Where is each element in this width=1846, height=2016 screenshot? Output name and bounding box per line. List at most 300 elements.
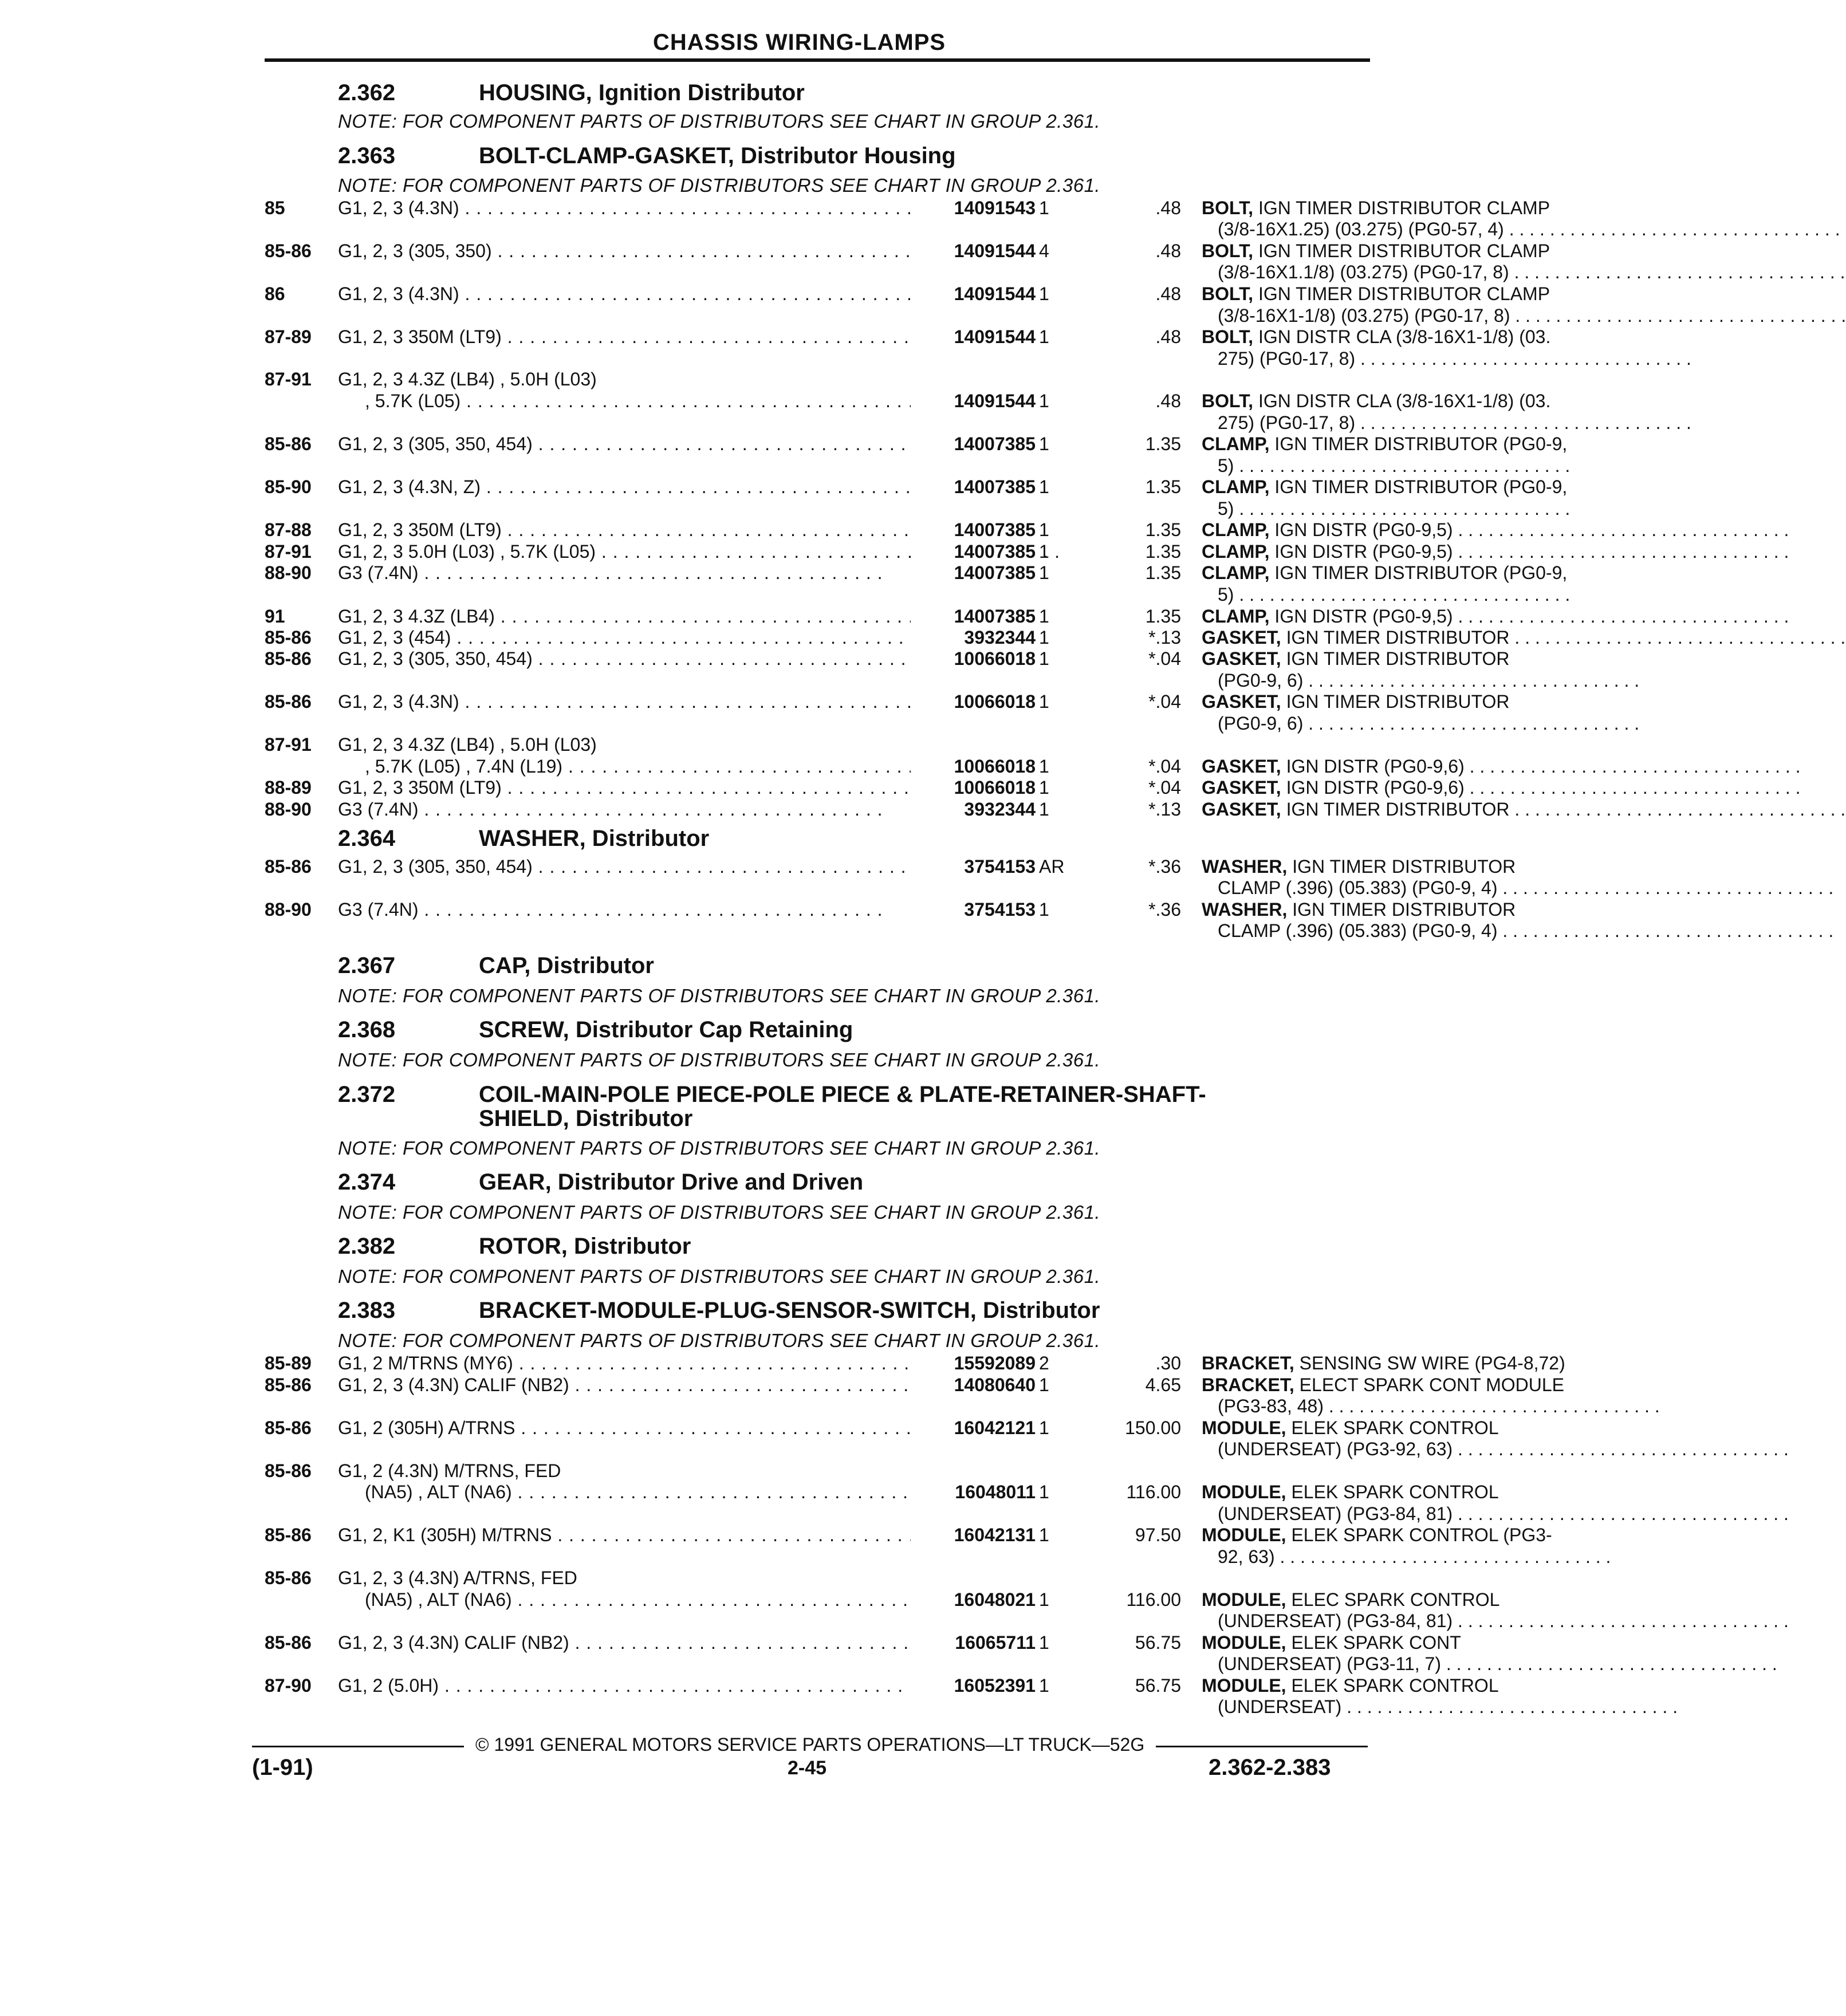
- model-years: 87-89: [265, 326, 312, 347]
- parts-row-continuation: [265, 262, 1509, 284]
- part-number: 14007385: [911, 541, 1036, 562]
- part-modifier: IGN TIMER DISTRIBUTOR: [1281, 648, 1510, 669]
- part-description: [1202, 541, 1620, 562]
- section-note: NOTE: FOR COMPONENT PARTS OF DISTRIBUTORS SEE CHART IN GROUP 2.361.: [338, 175, 1101, 196]
- model-years: 88-90: [265, 799, 312, 820]
- section-note: NOTE: FOR COMPONENT PARTS OF DISTRIBUTORS SEE CHART IN GROUP 2.361.: [338, 1202, 1101, 1223]
- part-description: [1202, 434, 1620, 455]
- part-number: 14091544: [911, 284, 1036, 305]
- part-number: 14091543: [911, 198, 1036, 219]
- part-description-continued: (3/8-16X1.1/8) (03.275) (PG0-17, 8) . . .: [1218, 262, 1620, 283]
- parts-row-continuation: [265, 1439, 1453, 1460]
- application: G1, 2, 3 (4.3N) CALIF (NB2) . . .: [338, 1375, 911, 1396]
- price: 1.35: [1145, 434, 1181, 454]
- parts-row-continuation: [265, 1696, 1370, 1718]
- part-description: [1202, 241, 1620, 262]
- model-years: 87-90: [265, 1675, 312, 1696]
- section-note: NOTE: FOR COMPONENT PARTS OF DISTRIBUTORS SEE CHART IN GROUP 2.361.: [338, 985, 1101, 1006]
- section-title-rest: Distributor: [569, 1106, 693, 1131]
- section-heading-2-374: [338, 1170, 863, 1195]
- application: G1, 2, 3 (305, 350) . . .: [338, 241, 911, 262]
- part-description: [1202, 391, 1620, 412]
- parts-row-continuation: [265, 348, 1370, 370]
- price: 1.35: [1145, 519, 1181, 540]
- section-title-bold: COIL-MAIN-POLE PIECE-POLE PIECE & PLATE-RETAINER-SHAFT-SHIELD,: [479, 1082, 1206, 1131]
- part-description-continued: (UNDERSEAT) . . .: [1218, 1696, 1620, 1718]
- quantity: 1: [1039, 627, 1049, 648]
- part-number: 16065711: [911, 1632, 1036, 1653]
- part-description-continued: (3/8-16X1.25) (03.275) (PG0-57, 4) . . .: [1218, 219, 1620, 240]
- model-years: 85-86: [265, 1460, 312, 1481]
- section-title-rest: Distributor Cap Retaining: [569, 1017, 853, 1042]
- section-note: NOTE: FOR COMPONENT PARTS OF DISTRIBUTORS SEE CHART IN GROUP 2.361.: [338, 1330, 1101, 1351]
- model-years: 87-91: [265, 541, 312, 562]
- footer-page-number: 2-45: [788, 1757, 827, 1779]
- part-modifier: IGN TIMER DISTRIBUTOR (PG0-9,: [1269, 434, 1568, 454]
- part-number: 14091544: [911, 326, 1036, 348]
- part-description-continued: 275) (PG0-17, 8) . . .: [1218, 348, 1620, 369]
- parts-row-continuation: [265, 219, 1504, 241]
- part-description-continued: CLAMP (.396) (05.383) (PG0-9, 4) . . .: [1218, 877, 1620, 899]
- price: *.04: [1148, 777, 1181, 798]
- part-noun: MODULE,: [1202, 1632, 1286, 1653]
- model-years: 86: [265, 284, 285, 304]
- model-years: 85-90: [265, 477, 312, 497]
- model-years: 85-89: [265, 1353, 312, 1373]
- part-noun: GASKET,: [1202, 691, 1281, 712]
- part-modifier: ELEC SPARK CONTROL: [1286, 1589, 1500, 1610]
- section-heading-2-367: [338, 953, 654, 979]
- part-number: 10066018: [911, 777, 1036, 798]
- part-description: [1202, 1375, 1620, 1396]
- footer-copyright: © 1991 GENERAL MOTORS SERVICE PARTS OPERATIONS—LT TRUCK—52G: [475, 1734, 1145, 1755]
- parts-row: [265, 326, 1551, 348]
- section-number: 2.383: [338, 1298, 396, 1323]
- part-number: 10066018: [911, 691, 1036, 712]
- parts-row-continuation: [265, 1503, 1453, 1525]
- part-description-continued: (UNDERSEAT) (PG3-11, 7) . . .: [1218, 1653, 1620, 1675]
- model-years: 85-86: [265, 648, 312, 669]
- part-noun: MODULE,: [1202, 1482, 1286, 1502]
- parts-row: [265, 434, 1568, 455]
- price: .48: [1155, 284, 1181, 304]
- part-number: 14007385: [911, 519, 1036, 541]
- quantity: 1: [1039, 1418, 1049, 1438]
- part-description: [1202, 562, 1620, 584]
- part-description-continued: 5) . . .: [1218, 584, 1620, 605]
- part-noun: CLAMP,: [1202, 519, 1270, 540]
- model-years: 88-90: [265, 562, 312, 583]
- part-modifier: IGN DISTR (PG0-9,6): [1281, 756, 1465, 777]
- quantity: 1: [1039, 434, 1049, 454]
- quantity: 1: [1039, 777, 1049, 798]
- section-number: 2.382: [338, 1234, 396, 1259]
- parts-row-continuation: [265, 1396, 1370, 1418]
- parts-row-continuation: [265, 305, 1510, 327]
- part-number: 3932344: [911, 627, 1036, 648]
- part-number: 16048011: [911, 1482, 1036, 1503]
- model-years: 88-89: [265, 777, 312, 798]
- part-modifier: IGN DISTR (PG0-9,6): [1281, 777, 1465, 798]
- quantity: 1: [1039, 519, 1049, 540]
- price: *.36: [1148, 856, 1181, 877]
- part-number: 10066018: [911, 756, 1036, 777]
- application: G1, 2 (5.0H) . . .: [338, 1675, 911, 1696]
- price: 1.35: [1145, 477, 1181, 497]
- part-noun: CLAMP,: [1202, 562, 1270, 583]
- model-years: 85-86: [265, 1525, 312, 1545]
- part-description: [1202, 1675, 1620, 1696]
- part-number: 14007385: [911, 562, 1036, 584]
- part-noun: MODULE,: [1202, 1525, 1286, 1545]
- part-description: [1202, 477, 1620, 498]
- application: G1, 2, 3 (4.3N) . . .: [338, 284, 911, 305]
- parts-row: [265, 477, 1568, 498]
- parts-row: [265, 1568, 1370, 1589]
- parts-row-continuation: [265, 455, 1370, 477]
- part-description: [1202, 198, 1620, 219]
- application: G3 (7.4N) . . .: [338, 899, 911, 920]
- quantity: 1: [1039, 541, 1049, 562]
- parts-row: [265, 777, 1465, 799]
- part-noun: BRACKET,: [1202, 1353, 1294, 1373]
- quantity: 1: [1039, 606, 1049, 627]
- part-modifier: ELEK SPARK CONTROL: [1286, 1675, 1499, 1696]
- price: *.04: [1148, 756, 1181, 777]
- parts-row: [265, 899, 1516, 921]
- parts-row: [265, 284, 1550, 305]
- parts-row: [265, 369, 1370, 391]
- price: .48: [1155, 326, 1181, 347]
- parts-row: [265, 1353, 1565, 1375]
- part-description-continued: 5) . . .: [1218, 455, 1620, 477]
- part-noun: GASKET,: [1202, 756, 1281, 777]
- part-description-continued: 275) (PG0-17, 8) . . .: [1218, 412, 1620, 434]
- part-description: [1202, 1353, 1620, 1374]
- model-years: 85-86: [265, 627, 312, 648]
- model-years: 85-86: [265, 241, 312, 261]
- part-modifier: IGN TIMER DISTRIBUTOR (PG0-9,: [1269, 477, 1568, 497]
- model-years: 85-86: [265, 691, 312, 712]
- model-years: 85-86: [265, 1568, 312, 1588]
- part-noun: BOLT,: [1202, 241, 1254, 261]
- application: G1, 2, 3 (4.3N) . . .: [338, 198, 911, 219]
- application: G1, 2 M/TRNS (MY6) . . .: [338, 1353, 911, 1374]
- part-modifier: IGN TIMER DISTRIBUTOR: [1287, 899, 1516, 920]
- application-continued: (NA5) , ALT (NA6) . . .: [365, 1482, 938, 1503]
- parts-row: [265, 648, 1510, 670]
- quantity: 1: [1039, 899, 1049, 920]
- section-title-rest: Distributor: [567, 1234, 691, 1259]
- part-number: 3932344: [911, 799, 1036, 820]
- application: G1, 2, 3 350M (LT9) . . .: [338, 326, 911, 348]
- application: G1, 2 (4.3N) M/TRNS, FED: [338, 1460, 561, 1481]
- parts-row: [265, 562, 1568, 584]
- part-modifier: IGN TIMER DISTRIBUTOR CLAMP: [1253, 198, 1550, 218]
- parts-row: [265, 519, 1453, 541]
- section-number: 2.372: [338, 1082, 396, 1107]
- price: *.13: [1148, 627, 1181, 648]
- quantity: 1: [1039, 1375, 1049, 1395]
- part-number: 16052391: [911, 1675, 1036, 1696]
- section-number: 2.367: [338, 953, 396, 978]
- parts-row-continuation: [265, 877, 1498, 899]
- parts-row-continuation: [265, 412, 1370, 434]
- section-title-bold: ROTOR,: [479, 1234, 568, 1259]
- application: G1, 2, 3 350M (LT9) . . .: [338, 519, 911, 541]
- parts-row: [265, 691, 1510, 713]
- section-heading-2-382: [338, 1234, 691, 1259]
- part-modifier: IGN DISTR CLA (3/8-16X1-1/8) (03.: [1253, 391, 1551, 411]
- parts-row: [265, 1482, 1499, 1503]
- price: *.36: [1148, 899, 1181, 920]
- price: .48: [1155, 391, 1181, 411]
- part-description: [1202, 1632, 1620, 1653]
- price: 116.00: [1126, 1589, 1181, 1610]
- parts-row-continuation: [265, 713, 1370, 735]
- parts-row: [265, 1632, 1461, 1654]
- part-noun: BRACKET,: [1202, 1375, 1294, 1395]
- section-title-bold: CAP,: [479, 953, 531, 978]
- section-heading-2-383: [338, 1298, 1100, 1324]
- application: G1, 2, 3 (4.3N) . . .: [338, 691, 911, 712]
- parts-row-continuation: [265, 1653, 1441, 1675]
- parts-row: [265, 541, 1453, 563]
- part-description-continued: (UNDERSEAT) (PG3-84, 81) . . .: [1218, 1611, 1620, 1632]
- part-number: 15592089: [911, 1353, 1036, 1374]
- part-modifier: SENSING SW WIRE (PG4-8,72): [1294, 1353, 1565, 1373]
- application: G1, 2, 3 (4.3N) A/TRNS, FED: [338, 1568, 577, 1588]
- parts-row: [265, 1460, 1370, 1482]
- part-number: 16042121: [911, 1418, 1036, 1439]
- part-description: [1202, 756, 1620, 777]
- section-title-rest: Distributor Drive and Driven: [551, 1170, 864, 1195]
- quantity: 1: [1039, 799, 1049, 820]
- model-years: 87-88: [265, 519, 312, 540]
- section-title-rest: Distributor: [976, 1298, 1100, 1323]
- footer-rule-right: [1156, 1746, 1368, 1747]
- part-modifier: IGN TIMER DISTRIBUTOR CLAMP: [1253, 284, 1550, 304]
- model-years: 85-86: [265, 1632, 312, 1653]
- section-title-bold: GEAR,: [479, 1170, 552, 1195]
- section-note: NOTE: FOR COMPONENT PARTS OF DISTRIBUTORS SEE CHART IN GROUP 2.361.: [338, 1049, 1101, 1070]
- part-description: [1202, 899, 1620, 920]
- quantity: 1: [1039, 1589, 1049, 1610]
- parts-row-continuation: [265, 498, 1370, 520]
- part-description: [1202, 1525, 1620, 1546]
- quantity: 1: [1039, 198, 1049, 218]
- parts-row: [265, 1418, 1499, 1439]
- section-heading-2-362: [338, 80, 805, 106]
- section-title-rest: Ignition Distributor: [592, 80, 805, 105]
- part-modifier: ELEK SPARK CONTROL (PG3-: [1286, 1525, 1552, 1545]
- parts-row: [265, 799, 1510, 821]
- price: 1.35: [1145, 562, 1181, 583]
- part-number: 10066018: [911, 648, 1036, 670]
- model-years: 85-86: [265, 856, 312, 877]
- part-description: [1202, 519, 1620, 541]
- part-noun: CLAMP,: [1202, 434, 1270, 454]
- section-heading-2-363: [338, 143, 956, 169]
- section-title-bold: WASHER,: [479, 826, 586, 851]
- part-modifier: IGN TIMER DISTRIBUTOR: [1281, 627, 1510, 648]
- section-number: 2.368: [338, 1017, 396, 1042]
- price: .48: [1155, 241, 1181, 261]
- part-modifier: IGN DISTR (PG0-9,5): [1269, 541, 1453, 562]
- section-number: 2.374: [338, 1170, 396, 1195]
- section-note: NOTE: FOR COMPONENT PARTS OF DISTRIBUTORS SEE CHART IN GROUP 2.361.: [338, 1266, 1101, 1287]
- application-continued: , 5.7K (L05) , 7.4N (L19) . . .: [365, 756, 938, 777]
- part-description: [1202, 1482, 1620, 1503]
- part-number: 3754153: [911, 899, 1036, 920]
- section-heading-2-364: [338, 826, 709, 852]
- part-noun: CLAMP,: [1202, 541, 1270, 562]
- part-noun: BOLT,: [1202, 391, 1254, 411]
- part-modifier: IGN DISTR CLA (3/8-16X1-1/8) (03.: [1253, 326, 1551, 347]
- part-noun: GASKET,: [1202, 627, 1281, 648]
- application: G3 (7.4N) . . .: [338, 562, 911, 584]
- model-years: 85-86: [265, 434, 312, 454]
- part-description-continued: (UNDERSEAT) (PG3-84, 81) . . .: [1218, 1503, 1620, 1525]
- parts-row: [265, 1525, 1552, 1546]
- parts-row: [265, 606, 1453, 628]
- quantity: 1: [1039, 1482, 1049, 1502]
- parts-row-continuation: [265, 584, 1370, 606]
- footer-rule-left: [252, 1746, 464, 1747]
- price: 1.35: [1145, 541, 1181, 562]
- part-description: [1202, 691, 1620, 712]
- parts-row: [265, 627, 1510, 649]
- part-noun: BOLT,: [1202, 198, 1254, 218]
- application: G3 (7.4N) . . .: [338, 799, 911, 820]
- section-title-bold: SCREW,: [479, 1017, 569, 1042]
- part-number: 14091544: [911, 241, 1036, 262]
- quantity: 1: [1039, 284, 1049, 304]
- part-description: [1202, 777, 1620, 798]
- price: *.04: [1148, 648, 1181, 669]
- part-number: 14080640: [911, 1375, 1036, 1396]
- part-modifier: IGN TIMER DISTRIBUTOR (PG0-9,: [1269, 562, 1568, 583]
- part-description: [1202, 326, 1620, 348]
- application: G1, 2, 3 (305, 350, 454) . . .: [338, 648, 911, 670]
- quantity: 2: [1039, 1353, 1049, 1373]
- part-description: [1202, 1418, 1620, 1439]
- section-note: NOTE: FOR COMPONENT PARTS OF DISTRIBUTORS SEE CHART IN GROUP 2.361.: [338, 111, 1101, 132]
- part-modifier: ELEK SPARK CONTROL: [1286, 1418, 1499, 1438]
- application: G1, 2, 3 4.3Z (LB4) , 5.0H (L03): [338, 734, 597, 755]
- price: .48: [1155, 198, 1181, 218]
- part-description: [1202, 284, 1620, 305]
- part-description: [1202, 1589, 1620, 1611]
- model-years: 87-91: [265, 369, 312, 389]
- application-continued: (NA5) , ALT (NA6) . . .: [365, 1589, 938, 1611]
- part-modifier: IGN TIMER DISTRIBUTOR: [1287, 856, 1516, 877]
- quantity: 1: [1039, 562, 1049, 583]
- part-number: 16048021: [911, 1589, 1036, 1611]
- section-title-bold: BOLT-CLAMP-GASKET,: [479, 143, 734, 168]
- part-modifier: IGN TIMER DISTRIBUTOR CLAMP: [1253, 241, 1550, 261]
- quantity: 4: [1039, 241, 1049, 261]
- part-description-continued: (PG0-9, 6) . . .: [1218, 713, 1620, 734]
- part-modifier: ELEK SPARK CONTROL: [1286, 1482, 1499, 1502]
- part-description-continued: 5) . . .: [1218, 498, 1620, 519]
- parts-row: [265, 756, 1465, 778]
- part-description-continued: (3/8-16X1-1/8) (03.275) (PG0-17, 8) . . .: [1218, 305, 1620, 326]
- part-description-continued: (PG0-9, 6) . . .: [1218, 670, 1620, 691]
- parts-row: [265, 1675, 1499, 1697]
- parts-row: [265, 391, 1551, 412]
- application-continued: , 5.7K (L05) . . .: [365, 391, 938, 412]
- part-number: 14091544: [911, 391, 1036, 412]
- part-noun: BOLT,: [1202, 284, 1254, 304]
- application: G1, 2, 3 (454) . . .: [338, 627, 911, 648]
- part-noun: WASHER,: [1202, 899, 1288, 920]
- part-noun: WASHER,: [1202, 856, 1288, 877]
- part-noun: GASKET,: [1202, 648, 1281, 669]
- footer-revision-date: (1-91): [252, 1755, 313, 1780]
- part-modifier: ELEK SPARK CONT: [1286, 1632, 1461, 1653]
- section-note: NOTE: FOR COMPONENT PARTS OF DISTRIBUTORS SEE CHART IN GROUP 2.361.: [338, 1137, 1101, 1159]
- section-title-rest: Distributor: [530, 953, 654, 978]
- part-noun: MODULE,: [1202, 1675, 1286, 1696]
- parts-row: [265, 856, 1516, 878]
- part-noun: CLAMP,: [1202, 606, 1270, 627]
- section-title-bold: HOUSING,: [479, 80, 592, 105]
- parts-row: [265, 241, 1550, 262]
- price: *.13: [1148, 799, 1181, 820]
- part-modifier: IGN TIMER DISTRIBUTOR: [1281, 691, 1510, 712]
- part-modifier: ELECT SPARK CONT MODULE: [1294, 1375, 1564, 1395]
- part-description: [1202, 856, 1620, 877]
- model-years: 85: [265, 198, 285, 218]
- parts-row-continuation: [265, 670, 1370, 692]
- quantity: 1: [1039, 477, 1049, 497]
- price: 4.65: [1145, 1375, 1181, 1395]
- quantity: 1: [1039, 1525, 1049, 1545]
- part-modifier: IGN DISTR (PG0-9,5): [1269, 606, 1453, 627]
- model-years: 91: [265, 606, 285, 627]
- part-number: 14007385: [911, 606, 1036, 627]
- quantity: 1: [1039, 1675, 1049, 1696]
- section-number: 2.362: [338, 80, 396, 105]
- price: 56.75: [1135, 1632, 1181, 1653]
- parts-row-continuation: [265, 1546, 1370, 1568]
- model-years: 87-91: [265, 734, 312, 755]
- application: G1, 2 (305H) A/TRNS . . .: [338, 1418, 911, 1439]
- application: G1, 2, 3 (4.3N, Z) . . .: [338, 477, 911, 498]
- part-description-continued: (UNDERSEAT) (PG3-92, 63) . . .: [1218, 1439, 1620, 1460]
- section-number: 2.363: [338, 143, 396, 168]
- application: G1, 2, 3 (4.3N) CALIF (NB2) . . .: [338, 1632, 911, 1653]
- parts-row: [265, 1375, 1564, 1396]
- part-noun: MODULE,: [1202, 1589, 1286, 1610]
- parts-row-continuation: [265, 920, 1498, 942]
- part-description-continued: 92, 63) . . .: [1218, 1546, 1620, 1568]
- footer-section-range: 2.362-2.383: [1209, 1755, 1331, 1780]
- price: 56.75: [1135, 1675, 1181, 1696]
- quantity: 1: [1039, 648, 1049, 669]
- parts-row-continuation: [265, 1611, 1453, 1632]
- application: G1, 2, 3 4.3Z (LB4) . . .: [338, 606, 911, 627]
- parts-row: [265, 734, 1370, 756]
- application: G1, 2, 3 350M (LT9) . . .: [338, 777, 911, 798]
- page-header-title: CHASSIS WIRING-LAMPS: [653, 30, 946, 55]
- parts-row: [265, 1589, 1500, 1611]
- price: *.04: [1148, 691, 1181, 712]
- part-noun: BOLT,: [1202, 326, 1254, 347]
- part-description: [1202, 606, 1620, 627]
- part-noun: GASKET,: [1202, 799, 1281, 820]
